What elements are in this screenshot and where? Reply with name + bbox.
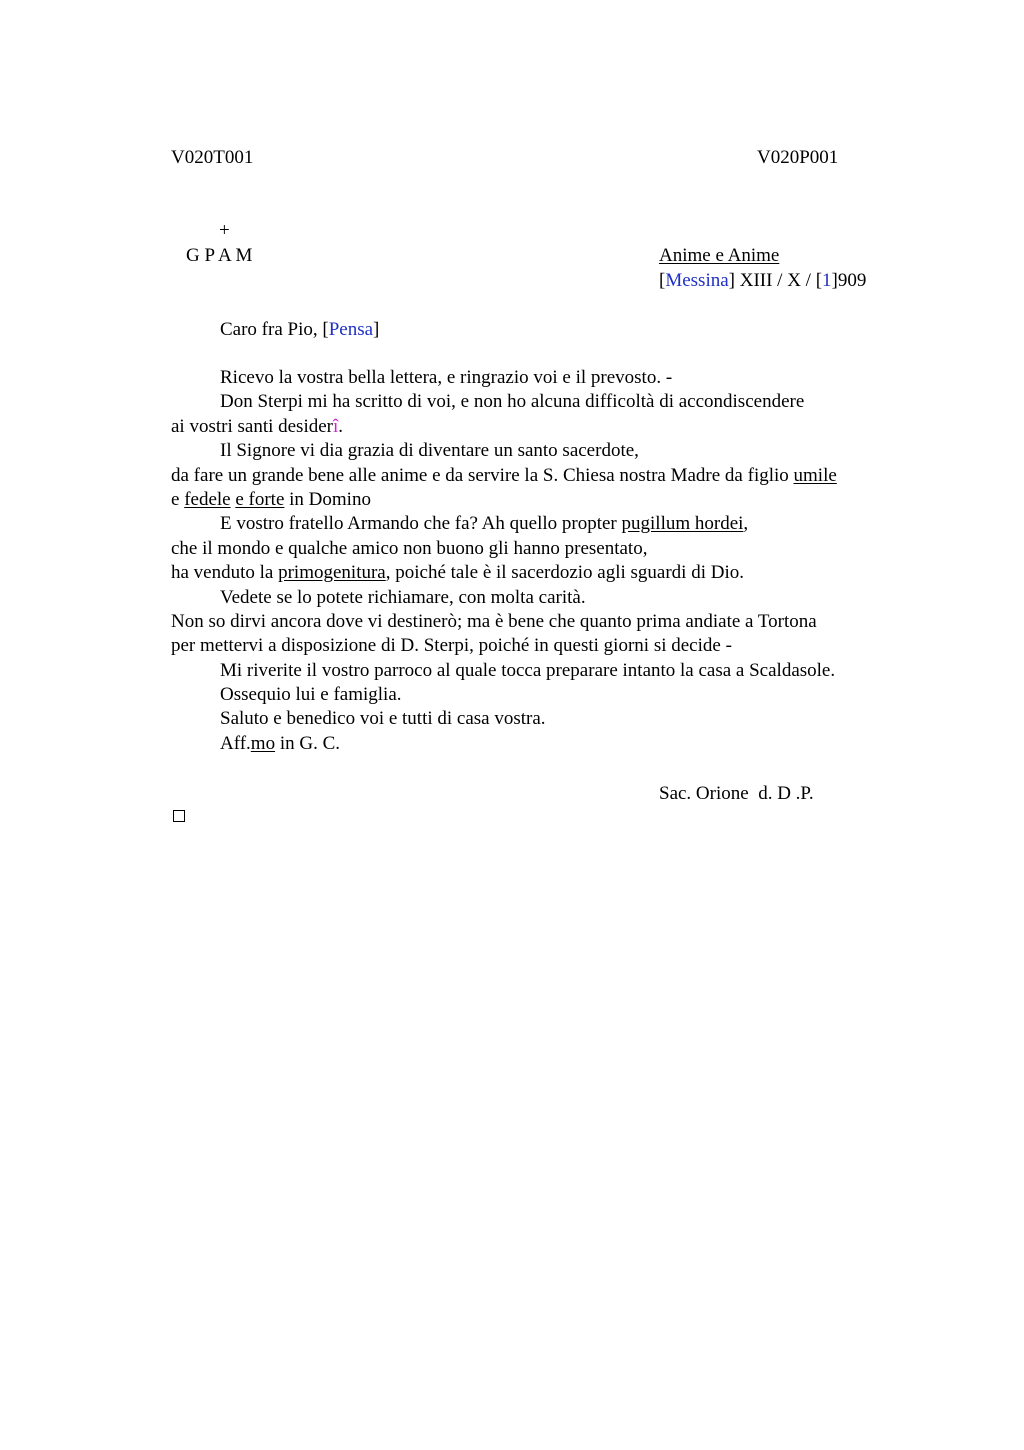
body-line xyxy=(171,415,911,439)
salutation xyxy=(220,318,379,342)
salutation-close: ] xyxy=(373,319,380,340)
underlined-word: mo xyxy=(250,732,276,754)
document-code-right: V020P001 xyxy=(757,147,839,168)
underlined-word: primogenitura xyxy=(278,562,386,584)
underlined-word: fedele xyxy=(184,488,231,510)
date-day-month: ] XIII / X / [ xyxy=(728,270,823,291)
body-line: Ossequio lui e famiglia. xyxy=(220,684,402,706)
body-line: Mi riverite il vostro parroco al quale tocca preparare intanto la casa a Scaldasole. xyxy=(220,659,836,681)
body-text: . xyxy=(338,415,344,437)
motto: Anime e Anime xyxy=(659,245,780,266)
body-text: , poiché tale è il sacerdozio agli sguardi di Dio. xyxy=(385,562,744,584)
date-year-digit: 1 xyxy=(822,270,832,291)
checkbox-icon xyxy=(173,810,185,822)
body-line: Vedete se lo potete richiamare, con molta carità. xyxy=(220,586,586,608)
letter-body xyxy=(171,366,911,756)
body-line xyxy=(171,561,911,585)
body-text: ai vostri santi desider xyxy=(171,415,333,437)
underlined-word: pugillum hordei xyxy=(621,513,744,535)
signature: Sac. Orione d. D .P. xyxy=(659,783,814,804)
body-text: e xyxy=(171,488,185,510)
body-text: ha venduto la xyxy=(171,562,279,584)
body-line xyxy=(171,464,911,488)
underlined-word: e forte xyxy=(235,488,285,510)
body-line: che il mondo e qualche amico non buono gli hanno presentato, xyxy=(171,537,648,559)
body-text: , xyxy=(743,513,749,535)
date-line xyxy=(659,269,866,293)
body-line: Don Sterpi mi ha scritto di voi, e non ho alcuna difficoltà di accondiscendere xyxy=(220,391,805,413)
body-line: per mettervi a disposizione di D. Sterpi, poiché in questi giorni si decide - xyxy=(171,635,732,657)
document-code-left: V020T001 xyxy=(171,147,254,168)
salutation-name: Pensa xyxy=(328,319,374,340)
body-line: Saluto e benedico voi e tutti di casa vostra. xyxy=(220,708,546,730)
body-text: in Domino xyxy=(284,488,371,510)
body-text: E vostro fratello Armando che fa? Ah quello propter xyxy=(220,513,622,535)
salutation-text: Caro fra Pio, [ xyxy=(220,319,329,340)
body-line: Ricevo la vostra bella lettera, e ringrazio voi e il prevosto. - xyxy=(220,367,673,388)
underlined-word: umile xyxy=(793,464,837,486)
body-line: Il Signore vi dia grazia di diventare un santo sacerdote, xyxy=(220,440,639,462)
date-place: Messina xyxy=(665,270,729,291)
initials: G P A M xyxy=(186,245,253,266)
closing-line xyxy=(171,732,911,756)
body-line xyxy=(171,488,911,512)
body-line xyxy=(171,512,911,536)
date-bracket-open: [ xyxy=(659,270,666,291)
reading-mark: î xyxy=(333,415,339,437)
cross-mark: + xyxy=(219,220,230,241)
body-text: Aff. xyxy=(220,732,251,754)
body-line: Non so dirvi ancora dove vi destinerò; ma è bene che quanto prima andiate a Tortona xyxy=(171,610,817,632)
date-year-end: ]909 xyxy=(831,270,867,291)
body-text: in G. C. xyxy=(275,732,341,754)
body-text: da fare un grande bene alle anime e da servire la S. Chiesa nostra Madre da figlio xyxy=(171,464,794,486)
